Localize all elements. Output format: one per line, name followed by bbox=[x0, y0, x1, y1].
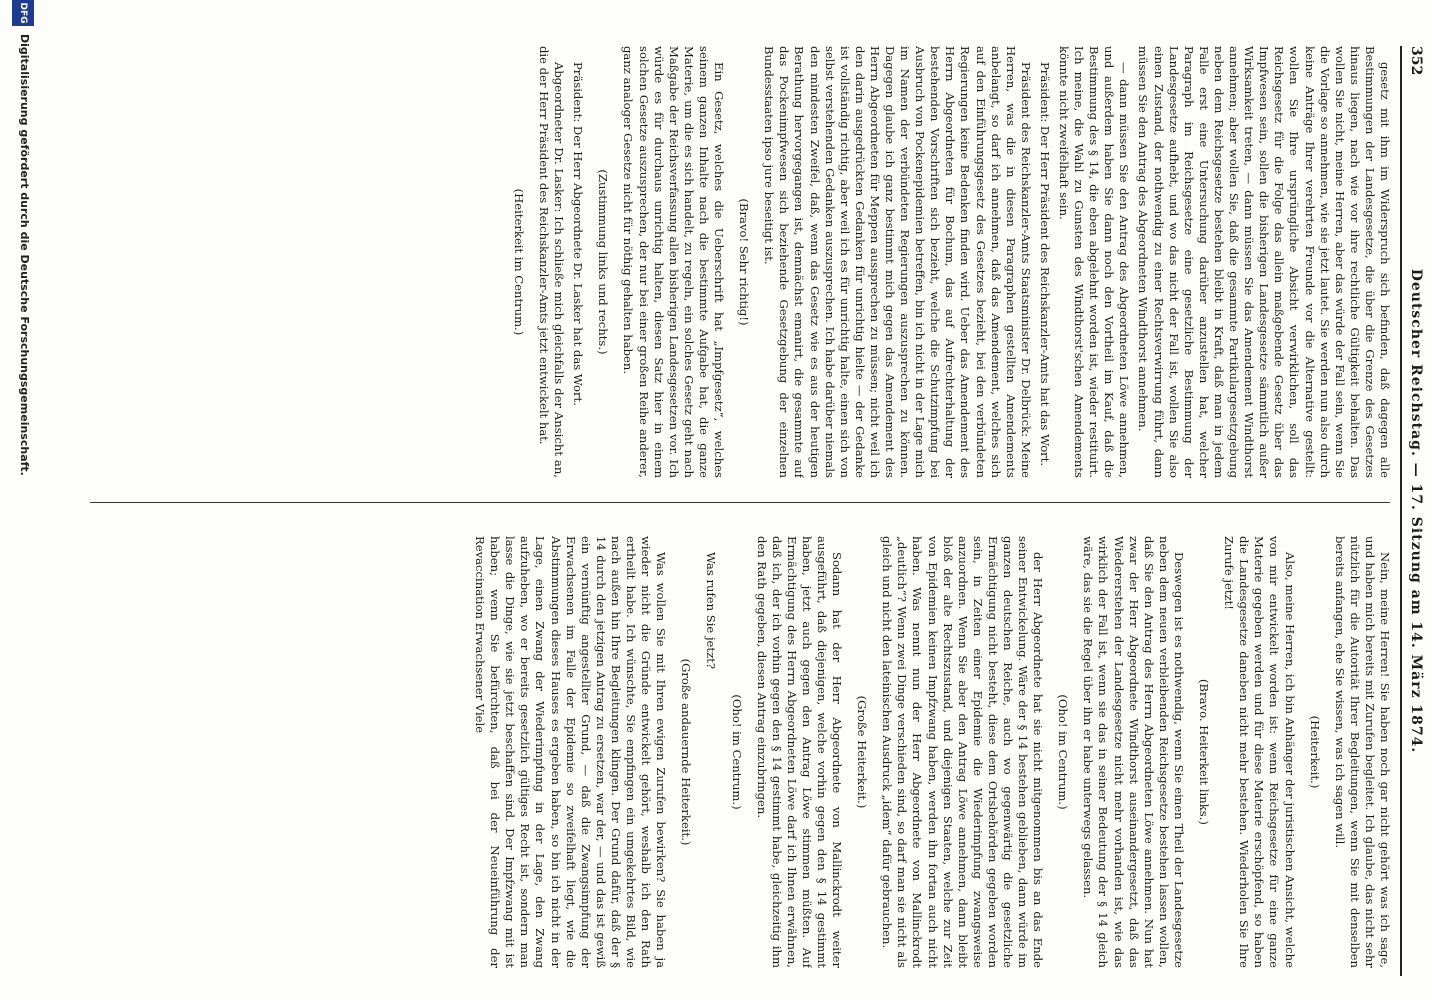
paragraph: Was wollen Sie mit Ihren ewigen Zurufen bewirken? Sie haben ja wieder nicht die Gründe entwickelt gehört, weshalb ich den Rath ertheilt habe. Ich wünschte, Sie empfingen ein umgekehrtes Bild, wie nach außen hin Ihre Begleitungen klingen. Der Grund dafür, daß der § 14 durch den jetzigen Antrag zu ersetzen, war der, — und das ist gewiß ein vernünftig angestellter Grund, — daß die Zwangsimpfung der Erwachsenen im Falle der Epidemie so zweifelhaft liegt, wie die Abstimmungen dieses Hauses es ergeben haben, so bin ich nicht in der Lage, einen Zwang der Wiederimpfung in der Lage, den Zwang aufzuheben, wo er bereits gesetzlich gültiges Recht ist, sondern man lasse die Dinge, wie sie jetzt beschaffen sind. Der Impfzwang mit ist haben; wenn Sie befürchten, daß bei der Neueinführung der Revaccination Erwachsener Viele bbox=[473, 536, 669, 968]
page-number: 352 bbox=[1408, 46, 1424, 76]
funding-note: Digitalisierung gefördert durch die Deutsche Forschungsgemeinschaft. bbox=[18, 34, 31, 476]
stage-direction: (Heiterkeit.) bbox=[1307, 715, 1322, 789]
paragraph: der Herr Abgeordnete hat sie nicht mitgenommen bis an das Ende seiner Entwickelung. Wäre der § 14 bestehen geblieben, dann würde im ganzen deutschen Reiche, auch wo gegenwärtig die gesetzliche Ermächtigung nicht besteht, diese dem Ortsbehörden gegeben worden sein, in Zeiten einer Epidemie die Wiederimpfung zwangsweise anzuordnen. Wenn Sie aber den Antrag Löwe annehmen, dann bleibt bloß der alte Rechtszustand, und diejenigen Staaten, welche zur Zeit von Epidemien keinen Impfzwang haben, werden ihn fortan auch nicht haben. Was nennt nun der Herr Abgeordnete von Mallinckrodt „deutlich“? Wenn zwei Dinge verschieden sind, so darf man sie nicht als gleich und nicht den lateinischen Ausdruck „idem“ dafür gebrauchen. bbox=[880, 536, 1046, 968]
stage-direction: (Zustimmung links und rechts.) bbox=[596, 169, 611, 355]
stage-direction: (Bravo. Heiterkeit links.) bbox=[1197, 679, 1212, 825]
paragraph: Präsident: Der Herr Präsident des Reichskanzler-Amts hat das Wort. bbox=[1037, 62, 1052, 467]
paragraph: — dann müssen Sie den Antrag des Abgeordneten Löwe annehmen, und außerdem haben Sie dann noch den Vortheil im Kauf, daß die Bestimmung des § 14, die eben abgelehnt worden ist, wieder restituirt. Ich meine, die Wahl zu Gunsten des Windthorst'schen Amendements könnte nicht zweifelhaft sein. bbox=[1057, 46, 1132, 478]
paragraph: Abgeordneter Dr. Lasker: Ich schließe mich gleichfalls der Ansicht an, die der Herr Präsident des Reichskanzler-Amts jetzt entwickelt hat. bbox=[537, 46, 567, 478]
paragraph: Nein, meine Herren! Sie haben noch gar nicht gehört was ich sage, und haben mich bereits mit Zurufen begleitet. Ich glaube, das nicht sehr nützlich für die Autorität Ihrer Begleitungen, wenn Sie mit denselben bereits anfangen, ehe Sie wissen, was ich sagen will. bbox=[1332, 536, 1392, 968]
paragraph: Deswegen ist es nothwendig, wenn Sie einen Theil der Landesgesetze neben dem neuen verbleibenden Reichsgesetze bestehen lassen wollen, daß Sie den Antrag des Herrn Abgeordneten Löwe annehmen. Nun hat zwar der Herr Abgeordnete Windthorst auseinandergesetzt, daß das Wiedererstehen der Landesgesetze nicht mehr vorhanden ist, wie das wirklich der Fall ist, wenn sie das in seiner Bedeutung der § 14 gleich wäre, das sie die Regel über ihn er habe unterwegs gelassen. bbox=[1081, 536, 1186, 968]
paragraph: Also, meine Herren, ich bin Anhänger der juristischen Ansicht, welche von mir entwickelt worden ist: wenn Reichsgesetze für eine ganze Materie gegeben werden und für diese Materie erschöpfend, so haben die Landesgesetze daneben nicht mehr bestehen. Wiederholen Sie Ihre Zurufe jetzt! bbox=[1222, 536, 1297, 968]
stage-direction: (Große Heiterkeit.) bbox=[855, 695, 870, 809]
paragraph: gesetz mit ihm im Widerspruch sich befinden, daß dagegen alle Bestimmungen der Landesgesetze, die über die Grenze des Gesetzes hinaus liegen, nach wie vor ihre rechtliche Gültigkeit behalten. Das wollen Sie nicht, meine Herren, aber das würde der Fall sein, wenn Sie die Vorlage so annehmen, wie sie jetzt lautet. Sie werden nun also durch keine Anträge Ihrer verehrten Freunde vor die Alternative gestellt: wollen Sie Ihre ursprüngliche Absicht verwirklichen, soll das Reichsgesetz für die Folge das allein maßgebende Gesetz über das Impfwesen sein, sollen die bisherigen Landesgesetze sämmtlich außer Wirksamkeit treten, — dann müssen Sie das Amendement Windthorst annehmen; aber wollen Sie, daß die gesammte Partikulargesetzgebung neben dem Reichsgesetze bestehen bleibt in Kraft, daß man in jedem Falle erst eine Untersuchung darüber anzustellen hat, welcher Paragraph im Reichsgesetze eine gesetzliche Bestimmung der Landesgesetze aufhebt, und wo das nicht der Fall ist, wollen Sie also einen Zustand, der nothwendig zu einer Rechtsverwirrung führt, dann müssen Sie den Antrag des Abgeordneten Windthorst annehmen. bbox=[1136, 46, 1392, 478]
column-divider bbox=[90, 502, 1390, 503]
right-column bbox=[72, 536, 1392, 968]
paragraph: Was rufen Sie jetzt? bbox=[704, 552, 719, 670]
running-head bbox=[1400, 46, 1428, 976]
paragraph: Präsident: Der Herr Abgeordnete Dr. Lasker hat das Wort. bbox=[571, 62, 586, 406]
paragraph: Sodann hat der Herr Abgeordnete von Mallinckrodt weiter ausgeführt, daß diejenigen, welche vorhin gegen den § 14 gestimmt haben, jetzt auch gegen den Antrag Löwe stimmen müßten. Auf Ermächtigung des Herrn Abgeordneten Löwe darf ich Ihnen erwähnen, daß ich, der ich vorhin gegen den § 14 gestimmt habe, gleichzeitig ihm den Rath gegeben, diesen Antrag einzubringen. bbox=[754, 536, 845, 968]
stage-direction: (Oho! im Centrum.) bbox=[729, 694, 744, 810]
stage-direction: (Große andauernde Heiterkeit.) bbox=[679, 658, 694, 846]
stage-direction: (Oho! im Centrum.) bbox=[1056, 694, 1071, 810]
page-title: Deutscher Reichstag. — 17. Sitzung am 14. März 1874. bbox=[1408, 268, 1424, 754]
left-column bbox=[72, 46, 1392, 478]
stage-direction: (Bravo! Sehr richtig!) bbox=[737, 198, 752, 326]
paragraph: Präsident des Reichskanzler-Amts Staatsminister Dr. Delbrück: Meine Herren, was die in diesen Paragraphen gestellten Amendements anbelangt, so darf ich annehmen, daß das Amendement, welches sich auf den Einführungsgesetz des Gesetzes bezieht, bei den verbündeten Regierungen keine Bedenken finden wird. Ueber das Amendement des Herrn Abgeordneten für Bochum, das auf Aufrechterhaltung der bestehenden Vorschriften sich bezieht, welche die Schutzimpfung bei Ausbruch von Pockenepidemien betreffen, bin ich nicht in der Lage mich im Namen der verbündeten Regierungen auszusprechen zu können. Dagegen glaube ich ganz bestimmt mich gegen das Amendement des Herrn Abgeordneten für Meppen aussprechen zu müssen; nicht weil ich den darin ausgedrückten Gedanken für unrichtig hielte — der Gedanke ist vollständig richtig, aber weil ich es für unrichtig halte, einen sich von selbst verstehenden Gedanken auszusprechen. Ich habe darüber niemals den mindesten Zweifel, daß, wenn das Gesetz wie es aus der heutigen Berathung hervorgegangen ist, demnächst emanirt, die gesammte auf das Pockenimpfwesen sich beziehende Gesetzgebung der einzelnen Bundesstaaten ipso jure beseitigt ist. bbox=[762, 46, 1033, 478]
footer bbox=[6, 0, 36, 1000]
stage-direction: (Heiterkeit im Centrum.) bbox=[512, 188, 527, 336]
paragraph: Ein Gesetz, welches die Ueberschrift hat „Impfgesetz“, welches seinem ganzen Inhalte nach die bestimmte Aufgabe hat, die ganze Materie, um die es sich handelt, zu regeln, ein solches Gesetz geht nach Maßgabe der Reichsverfassung allen bisherigen Landesgesetzen vor. Ich würde es für durchaus unrichtig halten, diesen Satz hier in einem solchen Gesetze auszusprechen, der nur bei einer großen Reihe anderer, ganz analoger Gesetze nicht für nöthig gehalten haben. bbox=[621, 46, 727, 478]
dfg-logo: DFG bbox=[12, 0, 34, 26]
